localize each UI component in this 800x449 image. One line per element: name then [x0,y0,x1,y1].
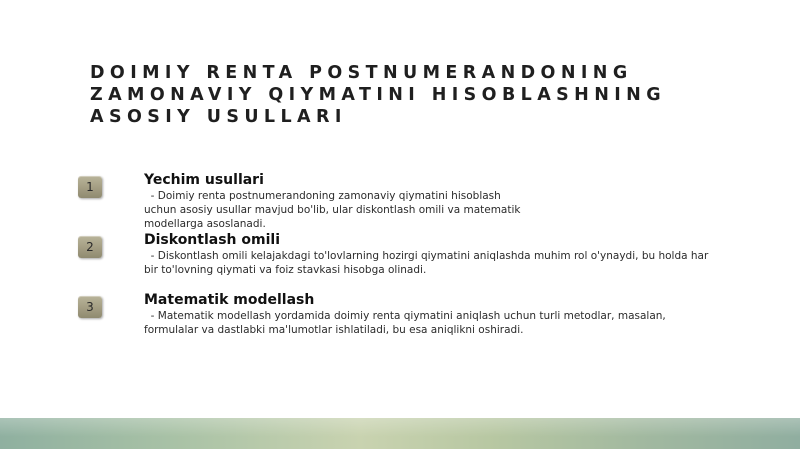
number-badge-2: 2 [78,236,102,258]
number-badge-3: 3 [78,296,102,318]
item-title-1: Yechim usullari [144,172,264,188]
item-2-line-2: bir to'lovning qiymati va foiz stavkasi hisobga olinadi. [144,264,427,276]
title-line-3: ASOSIY USULLARI [90,107,347,127]
number-badge-1: 1 [78,176,102,198]
item-1-line-1: - Doimiy renta postnumerandoning zamonaviy qiymatini hisoblash [144,190,501,202]
item-3-line-2: formulalar va dastlabki ma'lumotlar ishlatiladi, bu esa aniqlikni oshiradi. [144,324,524,336]
title-line-1: DOIMIY RENTA POSTNUMERANDONING [90,63,633,83]
item-title-2: Diskontlash omili [144,232,280,248]
decorative-bottom-strip [0,418,800,449]
item-description-2 [144,249,708,277]
item-1-line-2: uchun asosiy usullar mavjud bo'lib, ular diskontlash omili va matematik [144,204,521,216]
title-line-2: ZAMONAVIY QIYMATINI HISOBLASHNING [90,85,666,105]
item-title-3: Matematik modellash [144,292,315,308]
item-description-1 [144,189,520,231]
item-3-line-1: - Matematik modellash yordamida doimiy renta qiymatini aniqlash uchun turli metodlar, masalan, [144,310,666,322]
item-2-line-1: - Diskontlash omili kelajakdagi to'lovlarning hozirgi qiymatini aniqlashda muhim rol o'ynaydi, bu holda har [144,250,709,262]
slide-title [90,62,770,128]
item-description-3 [144,309,666,337]
item-1-line-3: modellarga asoslanadi. [144,218,266,230]
